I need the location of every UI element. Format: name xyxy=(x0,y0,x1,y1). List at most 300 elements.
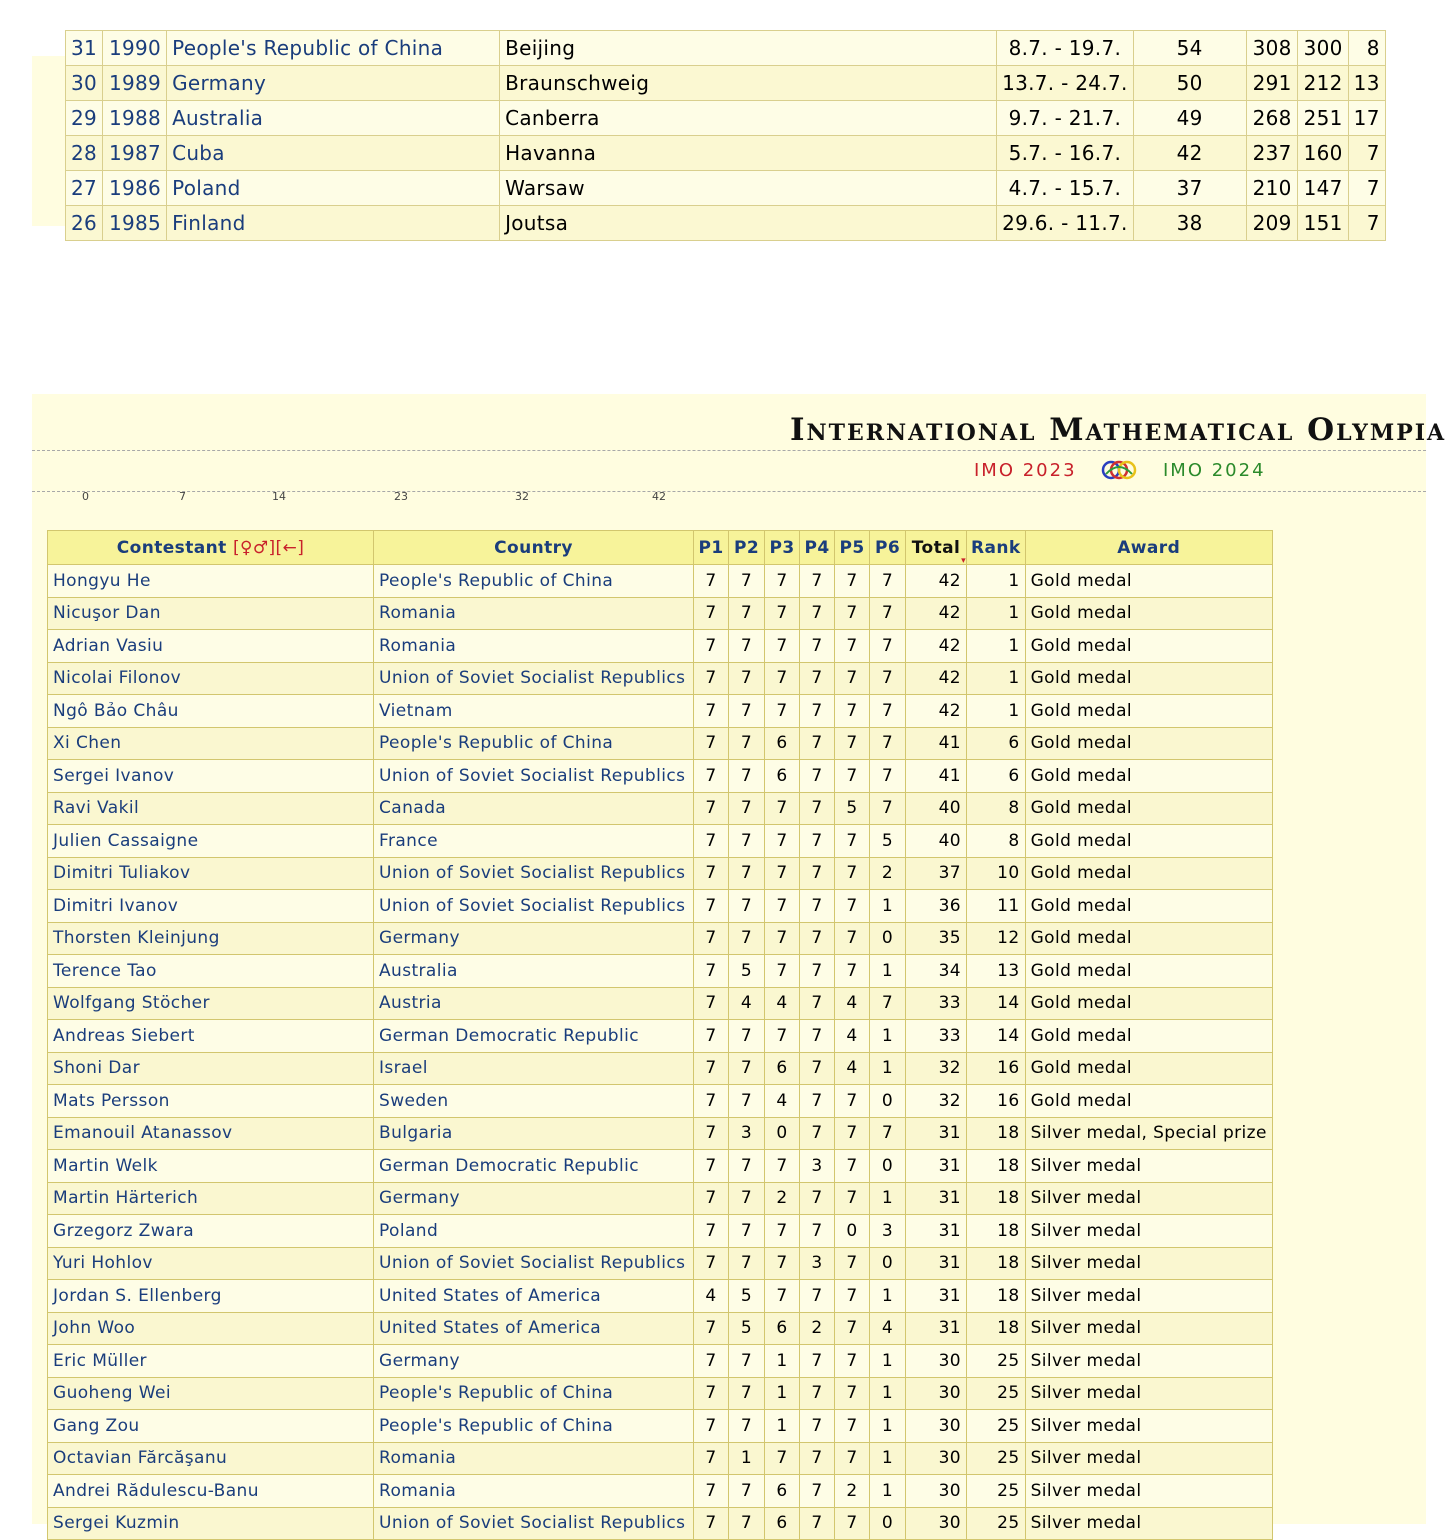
country-link[interactable]: Union of Soviet Socialist Republics xyxy=(379,1253,686,1274)
rank: 16 xyxy=(967,1085,1026,1118)
country-link[interactable]: Australia xyxy=(379,960,458,981)
country-link[interactable]: France xyxy=(379,830,438,851)
host-city: Beijing xyxy=(505,36,576,60)
year-cell xyxy=(997,101,1134,136)
contestant-link[interactable]: Martin Härterich xyxy=(53,1188,199,1209)
country-link[interactable]: People's Republic of China xyxy=(379,1415,614,1436)
year-cell xyxy=(66,171,103,206)
col-rank[interactable]: Rank xyxy=(967,531,1026,565)
contestant-link[interactable]: Mats Persson xyxy=(53,1090,170,1111)
year-cell xyxy=(103,136,167,171)
country-link[interactable]: United States of America xyxy=(379,1318,602,1339)
contestant-link[interactable]: Thorsten Kleinjung xyxy=(53,928,220,949)
host-city: Warsaw xyxy=(505,176,585,200)
country-link[interactable]: Austria xyxy=(379,993,442,1014)
year-number-link[interactable]: 26 xyxy=(71,211,98,235)
problem-score-p3: 7 xyxy=(765,1442,800,1475)
col-p2[interactable]: P2 xyxy=(729,531,765,565)
rank: 6 xyxy=(967,727,1026,760)
country-link[interactable]: Canada xyxy=(379,798,447,819)
country-cell xyxy=(374,1312,694,1345)
problem-score-p1: 7 xyxy=(694,565,729,598)
year-cell xyxy=(66,101,103,136)
year-row xyxy=(66,66,1386,101)
year-cell xyxy=(1297,171,1348,206)
year-cell xyxy=(1133,31,1246,66)
contestant-link[interactable]: Nicolai Filonov xyxy=(53,668,182,689)
contestant-link[interactable]: Grzegorz Zwara xyxy=(53,1220,195,1241)
country-link[interactable]: Germany xyxy=(379,928,460,949)
contestant-link[interactable]: Jordan S. Ellenberg xyxy=(53,1285,222,1306)
female-count: 7 xyxy=(1366,141,1380,165)
award: Silver medal xyxy=(1025,1345,1272,1378)
contestant-cell xyxy=(48,955,374,988)
contestant-cell xyxy=(48,1182,374,1215)
contestant-cell xyxy=(48,1052,374,1085)
problem-score-p1: 7 xyxy=(694,1475,729,1508)
problem-score-p2: 7 xyxy=(729,1247,765,1280)
problem-score-p4: 7 xyxy=(800,630,835,663)
problem-score-p5: 7 xyxy=(835,1085,870,1118)
year-cell xyxy=(103,66,167,101)
year-cell xyxy=(1297,31,1348,66)
problem-score-p3: 7 xyxy=(765,630,800,663)
rank: 18 xyxy=(967,1247,1026,1280)
table-row xyxy=(48,1215,1273,1248)
problem-score-p4: 7 xyxy=(800,1020,835,1053)
country-link[interactable]: Germany xyxy=(379,1350,460,1371)
problem-score-p5: 7 xyxy=(835,922,870,955)
year-cell xyxy=(997,66,1134,101)
problem-score-p5: 7 xyxy=(835,1345,870,1378)
problem-score-p2: 7 xyxy=(729,1410,765,1443)
problem-score-p5: 7 xyxy=(835,890,870,923)
problem-score-p1: 7 xyxy=(694,1052,729,1085)
total-score: 42 xyxy=(906,695,967,728)
contestant-link[interactable]: Sergei Kuzmin xyxy=(53,1513,180,1534)
rank: 18 xyxy=(967,1150,1026,1183)
dates: 4.7. - 15.7. xyxy=(1008,176,1122,200)
problem-score-p1: 7 xyxy=(694,825,729,858)
award: Gold medal xyxy=(1025,1085,1272,1118)
col-p1[interactable]: P1 xyxy=(694,531,729,565)
total-score: 36 xyxy=(906,890,967,923)
award: Silver medal xyxy=(1025,1507,1272,1540)
table-row xyxy=(48,987,1273,1020)
year-number-link[interactable]: 31 xyxy=(71,36,98,60)
rank: 12 xyxy=(967,922,1026,955)
award: Gold medal xyxy=(1025,565,1272,598)
table-row xyxy=(48,630,1273,663)
rank: 1 xyxy=(967,597,1026,630)
sort-indicator-icon: ▾ xyxy=(961,556,966,566)
contestant-cell xyxy=(48,987,374,1020)
year-cell xyxy=(66,206,103,241)
contestant-link[interactable]: Shoni Dar xyxy=(53,1058,140,1079)
country-link[interactable]: Bulgaria xyxy=(379,1123,453,1144)
contestant-link[interactable]: Hongyu He xyxy=(53,570,151,591)
award: Gold medal xyxy=(1025,890,1272,923)
table-row xyxy=(48,597,1273,630)
country-link[interactable]: German Democratic Republic xyxy=(379,1155,639,1176)
table-row xyxy=(48,955,1273,988)
male-count: 147 xyxy=(1303,176,1343,200)
country-link[interactable]: German Democratic Republic xyxy=(379,1025,639,1046)
female-count: 17 xyxy=(1353,106,1380,130)
problem-score-p6: 1 xyxy=(870,1052,906,1085)
total-score: 31 xyxy=(906,1312,967,1345)
male-count: 212 xyxy=(1303,71,1343,95)
problem-score-p6: 7 xyxy=(870,597,906,630)
table-row xyxy=(48,1085,1273,1118)
contestant-link[interactable]: Guoheng Wei xyxy=(53,1383,171,1404)
problem-score-p5: 7 xyxy=(835,955,870,988)
table-row xyxy=(48,1182,1273,1215)
problem-score-p6: 1 xyxy=(870,1280,906,1313)
rank: 1 xyxy=(967,662,1026,695)
year-cell xyxy=(997,171,1134,206)
problem-score-p6: 1 xyxy=(870,890,906,923)
year-link[interactable]: 1985 xyxy=(108,211,162,235)
year-cell xyxy=(66,136,103,171)
problem-score-p2: 7 xyxy=(729,597,765,630)
problem-score-p2: 7 xyxy=(729,695,765,728)
problem-score-p2: 7 xyxy=(729,1150,765,1183)
contestants-count: 291 xyxy=(1252,71,1292,95)
male-count: 300 xyxy=(1303,36,1343,60)
col-p4[interactable]: P4 xyxy=(800,531,835,565)
award: Silver medal xyxy=(1025,1442,1272,1475)
problem-score-p4: 7 xyxy=(800,1182,835,1215)
next-imo-link[interactable]: IMO 2024 xyxy=(1163,460,1266,481)
contestant-link[interactable]: Octavian Fărcăşanu xyxy=(53,1448,228,1469)
female-count: 7 xyxy=(1366,211,1380,235)
year-cell xyxy=(1133,66,1246,101)
host-city: Havanna xyxy=(505,141,597,165)
year-cell xyxy=(1133,171,1246,206)
total-score: 30 xyxy=(906,1442,967,1475)
problem-score-p6: 7 xyxy=(870,760,906,793)
problem-score-p2: 7 xyxy=(729,890,765,923)
problem-score-p2: 7 xyxy=(729,825,765,858)
year-link[interactable]: 1989 xyxy=(108,71,162,95)
problem-score-p3: 6 xyxy=(765,760,800,793)
country-link[interactable]: Union of Soviet Socialist Republics xyxy=(379,1513,686,1534)
problem-score-p3: 6 xyxy=(765,1475,800,1508)
problem-score-p5: 7 xyxy=(835,565,870,598)
problem-score-p4: 7 xyxy=(800,857,835,890)
countries-count: 54 xyxy=(1176,36,1203,60)
female-count: 8 xyxy=(1366,36,1380,60)
total-score: 41 xyxy=(906,760,967,793)
year-cell xyxy=(1297,66,1348,101)
gender-toggle[interactable]: [♀♂][←] xyxy=(232,537,305,558)
country-cell xyxy=(374,1345,694,1378)
award: Gold medal xyxy=(1025,857,1272,890)
problem-score-p2: 1 xyxy=(729,1442,765,1475)
problem-score-p2: 7 xyxy=(729,662,765,695)
problem-score-p4: 7 xyxy=(800,1215,835,1248)
problem-score-p6: 1 xyxy=(870,1410,906,1443)
year-cell xyxy=(167,31,500,66)
host-country-link[interactable]: People's Republic of China xyxy=(172,36,444,60)
contestants-count: 237 xyxy=(1252,141,1292,165)
problem-score-p3: 7 xyxy=(765,890,800,923)
year-link[interactable]: 1988 xyxy=(108,106,162,130)
rank: 25 xyxy=(967,1442,1026,1475)
country-link[interactable]: Romania xyxy=(379,635,457,656)
problem-score-p4: 7 xyxy=(800,825,835,858)
contestant-link[interactable]: Nicuşor Dan xyxy=(53,603,161,624)
country-link[interactable]: People's Republic of China xyxy=(379,733,614,754)
rank: 8 xyxy=(967,825,1026,858)
country-link[interactable]: Vietnam xyxy=(379,700,453,721)
year-cell xyxy=(1348,171,1385,206)
col-total[interactable] xyxy=(906,531,967,565)
table-row xyxy=(48,1345,1273,1378)
year-cell xyxy=(103,31,167,66)
col-p3[interactable]: P3 xyxy=(765,531,800,565)
problem-score-p4: 3 xyxy=(800,1150,835,1183)
problem-score-p5: 7 xyxy=(835,727,870,760)
contestant-link[interactable]: Ravi Vakil xyxy=(53,798,140,819)
country-link[interactable]: Romania xyxy=(379,603,457,624)
col-award[interactable]: Award xyxy=(1025,531,1272,565)
total-score: 30 xyxy=(906,1410,967,1443)
country-link[interactable]: Union of Soviet Socialist Republics xyxy=(379,765,686,786)
problem-score-p2: 7 xyxy=(729,922,765,955)
contestant-link[interactable]: Dimitri Ivanov xyxy=(53,895,179,916)
host-city: Joutsa xyxy=(505,211,569,235)
problem-score-p4: 7 xyxy=(800,1410,835,1443)
contestants-count: 268 xyxy=(1252,106,1292,130)
scale-tick: 7 xyxy=(179,490,186,503)
col-p5[interactable]: P5 xyxy=(835,531,870,565)
year-link[interactable]: 1986 xyxy=(108,176,162,200)
problem-score-p2: 7 xyxy=(729,760,765,793)
scale-tick: 0 xyxy=(82,490,89,503)
contestant-link[interactable]: Julien Cassaigne xyxy=(53,830,199,851)
problem-score-p6: 0 xyxy=(870,1507,906,1540)
year-number-link[interactable]: 29 xyxy=(71,106,98,130)
problem-score-p3: 7 xyxy=(765,857,800,890)
total-score: 31 xyxy=(906,1280,967,1313)
contestant-link[interactable]: Sergei Ivanov xyxy=(53,765,175,786)
problem-score-p5: 7 xyxy=(835,597,870,630)
problem-score-p4: 7 xyxy=(800,597,835,630)
problem-score-p3: 7 xyxy=(765,1247,800,1280)
col-country[interactable]: Country xyxy=(374,531,694,565)
country-cell xyxy=(374,1150,694,1183)
contestants-count: 210 xyxy=(1252,176,1292,200)
col-contestant[interactable] xyxy=(48,531,374,565)
problem-score-p5: 7 xyxy=(835,695,870,728)
problem-score-p2: 7 xyxy=(729,727,765,760)
year-number-link[interactable]: 27 xyxy=(71,176,98,200)
contestant-link[interactable]: Terence Tao xyxy=(53,960,157,981)
host-city: Braunschweig xyxy=(505,71,650,95)
problem-score-p1: 7 xyxy=(694,792,729,825)
problem-score-p6: 1 xyxy=(870,955,906,988)
countries-count: 42 xyxy=(1176,141,1203,165)
problem-score-p1: 7 xyxy=(694,1312,729,1345)
award: Gold medal xyxy=(1025,727,1272,760)
problem-score-p3: 7 xyxy=(765,922,800,955)
problem-score-p1: 7 xyxy=(694,890,729,923)
problem-score-p3: 6 xyxy=(765,1312,800,1345)
problem-score-p6: 1 xyxy=(870,1442,906,1475)
country-cell xyxy=(374,1117,694,1150)
problem-score-p1: 7 xyxy=(694,1442,729,1475)
problem-score-p2: 7 xyxy=(729,1345,765,1378)
year-number-link[interactable]: 30 xyxy=(71,71,98,95)
contestant-link[interactable]: Eric Müller xyxy=(53,1350,147,1371)
host-country-link[interactable]: Poland xyxy=(172,176,241,200)
contestant-link[interactable]: Gang Zou xyxy=(53,1415,140,1436)
award: Gold medal xyxy=(1025,662,1272,695)
problem-score-p3: 7 xyxy=(765,597,800,630)
year-cell xyxy=(167,101,500,136)
country-cell xyxy=(374,760,694,793)
award: Silver medal xyxy=(1025,1215,1272,1248)
total-score: 30 xyxy=(906,1345,967,1378)
year-row xyxy=(66,101,1386,136)
year-link[interactable]: 1987 xyxy=(108,141,162,165)
problem-score-p5: 7 xyxy=(835,825,870,858)
award: Gold medal xyxy=(1025,922,1272,955)
year-cell xyxy=(1246,171,1297,206)
table-row xyxy=(48,1507,1273,1540)
problem-score-p3: 2 xyxy=(765,1182,800,1215)
country-cell xyxy=(374,1410,694,1443)
table-row xyxy=(48,1117,1273,1150)
country-link[interactable]: Israel xyxy=(379,1058,428,1079)
award: Gold medal xyxy=(1025,1020,1272,1053)
year-link[interactable]: 1990 xyxy=(108,36,162,60)
year-cell xyxy=(167,206,500,241)
year-cell xyxy=(1297,136,1348,171)
contestant-link[interactable]: Yuri Hohlov xyxy=(53,1253,153,1274)
country-cell xyxy=(374,727,694,760)
contestant-cell xyxy=(48,760,374,793)
country-cell xyxy=(374,1442,694,1475)
contestant-link[interactable]: Ngô Bảo Châu xyxy=(53,700,179,721)
contestant-link[interactable]: Andrei Rădulescu-Banu xyxy=(53,1480,259,1501)
contestant-link[interactable]: Martin Welk xyxy=(53,1155,158,1176)
contestant-link[interactable]: Emanouil Atanassov xyxy=(53,1123,233,1144)
contestant-link[interactable]: Dimitri Tuliakov xyxy=(53,863,191,884)
country-link[interactable]: Poland xyxy=(379,1220,439,1241)
total-score: 31 xyxy=(906,1117,967,1150)
problem-score-p1: 7 xyxy=(694,727,729,760)
award: Silver medal xyxy=(1025,1410,1272,1443)
contestant-link[interactable]: Andreas Siebert xyxy=(53,1025,195,1046)
contestant-cell xyxy=(48,1085,374,1118)
country-link[interactable]: United States of America xyxy=(379,1285,602,1306)
problem-score-p5: 4 xyxy=(835,1020,870,1053)
country-link[interactable]: Sweden xyxy=(379,1090,449,1111)
country-link[interactable]: Union of Soviet Socialist Republics xyxy=(379,895,686,916)
award: Gold medal xyxy=(1025,695,1272,728)
problem-score-p6: 0 xyxy=(870,922,906,955)
contestant-cell xyxy=(48,1117,374,1150)
country-link[interactable]: Union of Soviet Socialist Republics xyxy=(379,668,686,689)
problem-score-p4: 7 xyxy=(800,1052,835,1085)
country-link[interactable]: People's Republic of China xyxy=(379,570,614,591)
year-cell xyxy=(500,206,997,241)
problem-score-p3: 1 xyxy=(765,1410,800,1443)
country-cell xyxy=(374,825,694,858)
country-link[interactable]: Union of Soviet Socialist Republics xyxy=(379,863,686,884)
contestant-cell xyxy=(48,1247,374,1280)
problem-score-p2: 7 xyxy=(729,1085,765,1118)
problem-score-p1: 7 xyxy=(694,922,729,955)
problem-score-p2: 7 xyxy=(729,1215,765,1248)
country-link[interactable]: Romania xyxy=(379,1448,457,1469)
year-cell xyxy=(1246,66,1297,101)
problem-score-p5: 7 xyxy=(835,630,870,663)
problem-score-p6: 1 xyxy=(870,1020,906,1053)
male-count: 151 xyxy=(1303,211,1343,235)
table-row xyxy=(48,1247,1273,1280)
host-country-link[interactable]: Cuba xyxy=(172,141,225,165)
male-count: 251 xyxy=(1303,106,1343,130)
country-link[interactable]: People's Republic of China xyxy=(379,1383,614,1404)
host-country-link[interactable]: Germany xyxy=(172,71,267,95)
country-cell xyxy=(374,565,694,598)
rank: 25 xyxy=(967,1507,1026,1540)
total-score: 42 xyxy=(906,662,967,695)
award: Gold medal xyxy=(1025,955,1272,988)
scale-tick: 23 xyxy=(394,490,408,503)
country-link[interactable]: Germany xyxy=(379,1188,460,1209)
contestant-link[interactable]: Adrian Vasiu xyxy=(53,635,164,656)
results-panel xyxy=(32,394,1446,1534)
col-p6[interactable]: P6 xyxy=(870,531,906,565)
problem-score-p3: 7 xyxy=(765,1150,800,1183)
problem-score-p4: 7 xyxy=(800,1280,835,1313)
host-country-link[interactable]: Finland xyxy=(172,211,246,235)
contestant-cell xyxy=(48,1150,374,1183)
rank: 25 xyxy=(967,1345,1026,1378)
problem-score-p1: 7 xyxy=(694,987,729,1020)
contestant-link[interactable]: Wolfgang Stöcher xyxy=(53,993,210,1014)
table-row xyxy=(48,825,1273,858)
problem-score-p2: 7 xyxy=(729,857,765,890)
problem-score-p3: 4 xyxy=(765,987,800,1020)
table-row xyxy=(48,1150,1273,1183)
year-number-link[interactable]: 28 xyxy=(71,141,98,165)
problem-score-p4: 7 xyxy=(800,1475,835,1508)
country-link[interactable]: Romania xyxy=(379,1480,457,1501)
contestant-cell xyxy=(48,1442,374,1475)
contestant-cell xyxy=(48,1507,374,1540)
contestant-link[interactable]: Xi Chen xyxy=(53,733,122,754)
dates: 9.7. - 21.7. xyxy=(1008,106,1122,130)
countries-count: 37 xyxy=(1176,176,1203,200)
problem-score-p2: 3 xyxy=(729,1117,765,1150)
prev-imo-link[interactable]: IMO 2023 xyxy=(974,460,1077,481)
contestant-link[interactable]: John Woo xyxy=(53,1318,136,1339)
problem-score-p4: 7 xyxy=(800,727,835,760)
problem-score-p3: 6 xyxy=(765,727,800,760)
host-country-link[interactable]: Australia xyxy=(172,106,264,130)
country-cell xyxy=(374,922,694,955)
rank: 18 xyxy=(967,1280,1026,1313)
problem-score-p4: 7 xyxy=(800,890,835,923)
col-contestant-label: Contestant xyxy=(116,537,227,558)
award: Silver medal xyxy=(1025,1377,1272,1410)
